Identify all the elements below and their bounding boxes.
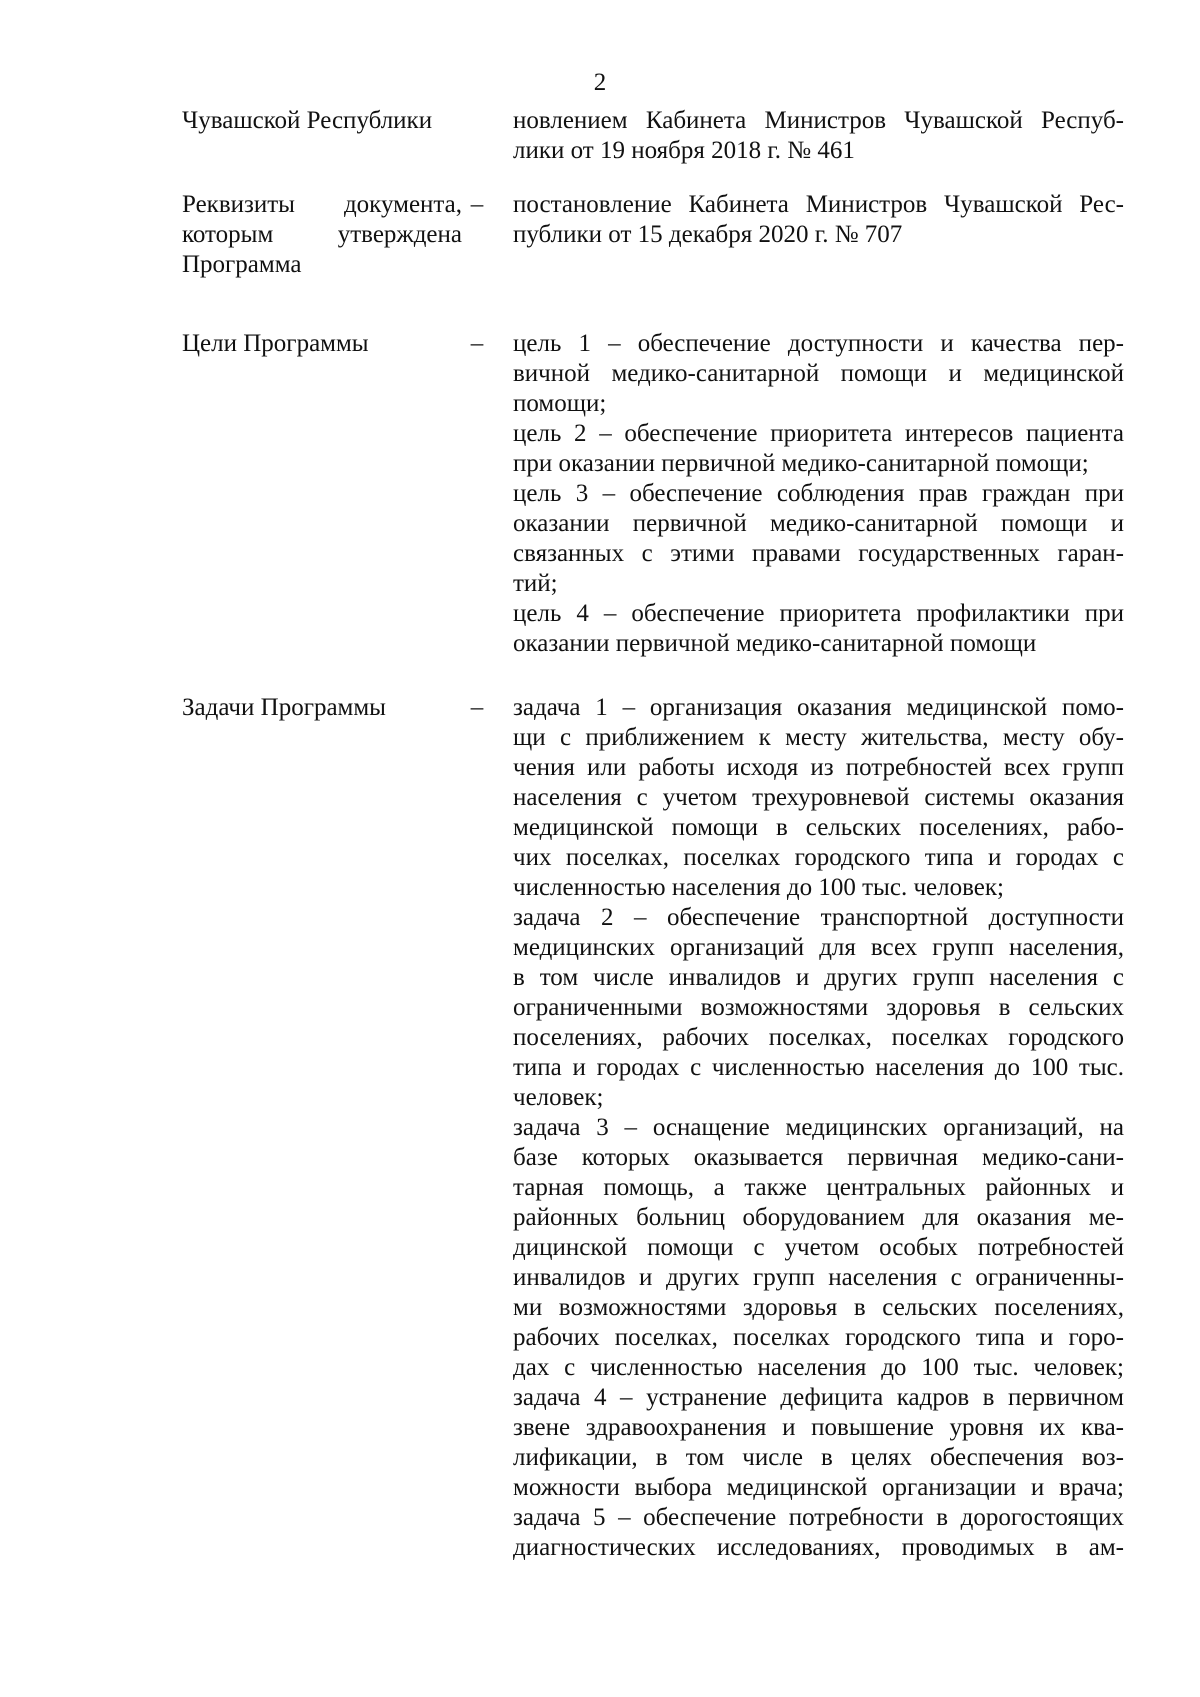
value-line: районных больниц оборудованием для оказания ме- xyxy=(513,1204,1124,1231)
row-value xyxy=(513,693,1124,1563)
value-line: человек; xyxy=(513,1084,604,1111)
value-line: публики от 15 декабря 2020 г. № 707 xyxy=(513,221,903,248)
value-line: задача 2 – обеспечение транспортной доступности xyxy=(513,904,1124,931)
value-line: в том числе инвалидов и других групп населения с xyxy=(513,964,1124,991)
passport-row-tasks xyxy=(182,693,1124,1561)
value-line: задача 5 – обеспечение потребности в дорогостоящих xyxy=(513,1504,1124,1531)
row-label xyxy=(182,693,462,723)
value-line: медицинских организаций для всех групп населения, xyxy=(513,934,1124,961)
row-dash: – xyxy=(470,330,484,357)
passport-row-goals xyxy=(182,329,1124,657)
row-value xyxy=(513,190,1124,250)
value-line: лики от 19 ноября 2018 г. № 461 xyxy=(513,137,855,164)
label-line: Чувашской Республики xyxy=(182,107,433,134)
value-line: численностью населения до 100 тыс. человек; xyxy=(513,874,1004,901)
page-number: 2 xyxy=(593,69,607,96)
value-line: лификации, в том числе в целях обеспечения воз- xyxy=(513,1444,1124,1471)
value-line: дицинской помощи с учетом особых потребностей xyxy=(513,1234,1124,1261)
value-line: новлением Кабинета Министров Чувашской Респуб- xyxy=(513,107,1124,134)
value-line: инвалидов и других групп населения с ограниченны- xyxy=(513,1264,1124,1291)
value-line: щи с приближением к месту жительства, месту обу- xyxy=(513,724,1124,751)
value-line: ми возможностями здоровья в сельских поселениях, xyxy=(513,1294,1124,1321)
value-line: при оказании первичной медико-санитарной помощи; xyxy=(513,450,1089,477)
value-line: можности выбора медицинской организации и врача; xyxy=(513,1474,1124,1501)
value-line: вичной медико-санитарной помощи и медицинской xyxy=(513,360,1124,387)
value-line: постановление Кабинета Министров Чувашской Рес- xyxy=(513,191,1124,218)
row-value xyxy=(513,106,1124,166)
value-line: звене здравоохранения и повышение уровня их ква- xyxy=(513,1414,1124,1441)
value-line: задача 4 – устранение дефицита кадров в первичном xyxy=(513,1384,1124,1411)
row-label xyxy=(182,329,462,359)
value-line: связанных с этими правами государственных гаран- xyxy=(513,540,1124,567)
value-line: чения или работы исходя из потребностей всех групп xyxy=(513,754,1124,781)
row-dash: – xyxy=(470,694,484,721)
value-line: оказании первичной медико-санитарной помощи и xyxy=(513,510,1124,537)
row-label xyxy=(182,106,462,136)
value-line: цель 4 – обеспечение приоритета профилактики при xyxy=(513,600,1124,627)
row-dash: – xyxy=(470,191,484,218)
value-line: дах с численностью населения до 100 тыс. человек; xyxy=(513,1354,1124,1381)
value-line: цель 3 – обеспечение соблюдения прав граждан при xyxy=(513,480,1124,507)
label-line: Цели Программы xyxy=(182,330,369,357)
value-line: цель 1 – обеспечение доступности и качества пер- xyxy=(513,330,1124,357)
value-line: цель 2 – обеспечение приоритета интересов пациента xyxy=(513,420,1124,447)
value-line: диагностических исследованиях, проводимых в ам- xyxy=(513,1534,1124,1561)
value-line: базе которых оказывается первичная медико-сани- xyxy=(513,1144,1124,1171)
value-line: задача 1 – организация оказания медицинской помо- xyxy=(513,694,1124,721)
label-line: Реквизиты документа, xyxy=(182,191,462,218)
value-line: медицинской помощи в сельских поселениях, рабо- xyxy=(513,814,1124,841)
label-line: которым утверждена xyxy=(182,221,462,248)
value-line: тий; xyxy=(513,570,558,597)
value-line: населения с учетом трехуровневой системы оказания xyxy=(513,784,1124,811)
label-line: Программа xyxy=(182,251,302,278)
row-value xyxy=(513,329,1124,659)
row-label xyxy=(182,190,462,280)
passport-row-document-details xyxy=(182,190,1124,280)
label-line: Задачи Программы xyxy=(182,694,386,721)
value-line: чих поселках, поселках городского типа и городах с xyxy=(513,844,1124,871)
value-line: рабочих поселках, поселках городского типа и горо- xyxy=(513,1324,1124,1351)
value-line: ограниченными возможностями здоровья в сельских xyxy=(513,994,1124,1021)
value-line: типа и городах с численностью населения до 100 тыс. xyxy=(513,1054,1124,1081)
value-line: тарная помощь, а также центральных районных и xyxy=(513,1174,1124,1201)
value-line: помощи; xyxy=(513,390,607,417)
passport-row-continuation xyxy=(182,106,1124,164)
value-line: задача 3 – оснащение медицинских организаций, на xyxy=(513,1114,1124,1141)
value-line: оказании первичной медико-санитарной помощи xyxy=(513,630,1037,657)
value-line: поселениях, рабочих поселках, поселках городского xyxy=(513,1024,1124,1051)
